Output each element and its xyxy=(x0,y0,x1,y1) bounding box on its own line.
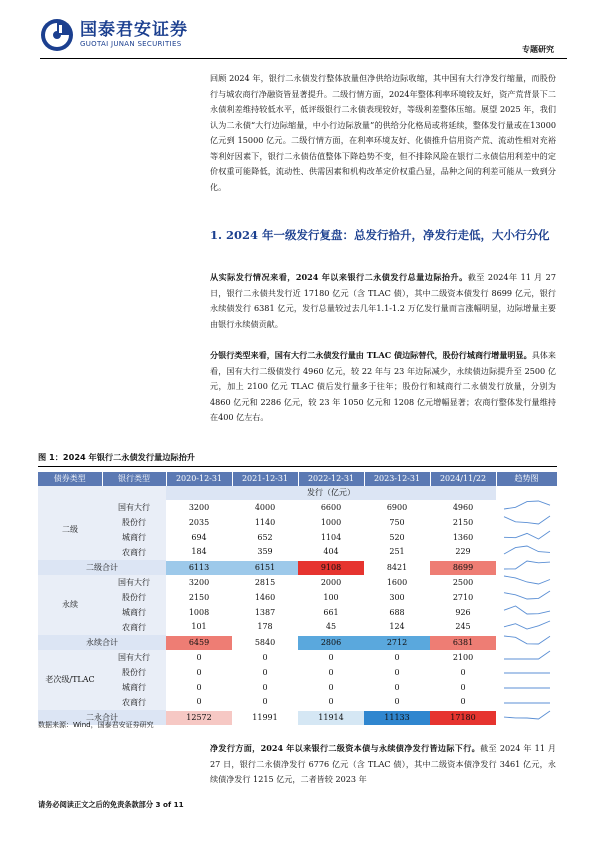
header-divider xyxy=(40,58,567,59)
table-cell: 0 xyxy=(166,680,232,695)
figure-title: 图 1：2024 年银行二永债发行量边际抬升 xyxy=(38,452,195,462)
table-cell: 12572 xyxy=(166,710,232,725)
table-cell: 184 xyxy=(166,545,232,560)
table-cell: 2100 xyxy=(430,650,496,665)
trend-sparkline xyxy=(496,590,557,605)
table-row xyxy=(38,620,557,635)
column-header: 2021-12-31 xyxy=(232,472,298,486)
bank-type: 国有大行 xyxy=(102,575,166,590)
table-cell: 8699 xyxy=(430,560,496,575)
table-cell: 101 xyxy=(166,620,232,635)
table-cell: 9108 xyxy=(298,560,364,575)
table-cell: 0 xyxy=(232,650,298,665)
paragraph-lead: 净发行方面，2024 年以来银行二级资本债与永续债净发行皆边际下行。 xyxy=(210,743,481,753)
table-cell: 100 xyxy=(298,590,364,605)
table-cell: 3200 xyxy=(166,575,232,590)
trend-sparkline xyxy=(496,530,557,545)
table-cell: 2815 xyxy=(232,575,298,590)
table-cell: 1387 xyxy=(232,605,298,620)
subtotal-label: 二级合计 xyxy=(38,560,166,575)
bank-type: 农商行 xyxy=(102,695,166,710)
bank-type: 农商行 xyxy=(102,620,166,635)
column-header: 银行类型 xyxy=(102,472,166,486)
table-cell: 3200 xyxy=(166,500,232,515)
table-cell: 0 xyxy=(364,665,430,680)
figure-source: 数据来源：Wind，国泰君安证券研究 xyxy=(38,721,154,729)
table-cell: 0 xyxy=(166,695,232,710)
table-cell: 2712 xyxy=(364,635,430,650)
table-cell: 0 xyxy=(298,665,364,680)
table-cell: 520 xyxy=(364,530,430,545)
column-header: 债券类型 xyxy=(38,472,102,486)
table-cell: 1140 xyxy=(232,515,298,530)
table-cell: 0 xyxy=(298,695,364,710)
trend-sparkline xyxy=(496,695,557,710)
table-cell: 2035 xyxy=(166,515,232,530)
table-cell: 0 xyxy=(298,650,364,665)
table-cell: 6151 xyxy=(232,560,298,575)
table-row xyxy=(38,545,557,560)
table-cell: 11133 xyxy=(364,710,430,725)
column-header: 趋势图 xyxy=(496,472,557,486)
table-cell: 6459 xyxy=(166,635,232,650)
bank-type: 股份行 xyxy=(102,515,166,530)
table-cell: 661 xyxy=(298,605,364,620)
table-cell: 694 xyxy=(166,530,232,545)
table-cell: 0 xyxy=(232,695,298,710)
paragraph-lead: 从实际发行情况来看，2024 年以来银行二永债发行总量边际抬升。 xyxy=(210,272,468,282)
column-header: 2020-12-31 xyxy=(166,472,232,486)
table-cell: 0 xyxy=(430,680,496,695)
table-cell: 4000 xyxy=(232,500,298,515)
table-cell: 652 xyxy=(232,530,298,545)
bond-category: 永续 xyxy=(38,575,102,635)
table-cell: 0 xyxy=(232,680,298,695)
table-row xyxy=(38,590,557,605)
trend-sparkline xyxy=(496,620,557,635)
table-row xyxy=(38,515,557,530)
column-header: 2024/11/22 xyxy=(430,472,496,486)
bank-type: 国有大行 xyxy=(102,500,166,515)
table-header-row xyxy=(38,472,557,486)
trend-sparkline xyxy=(496,665,557,680)
trend-sparkline xyxy=(496,500,557,515)
table-cell: 2710 xyxy=(430,590,496,605)
table-row xyxy=(38,605,557,620)
intro-paragraph: 回顾 2024 年，银行二永债发行整体放量但净供给边际收缩，其中国有大行净发行缩量，而股份行与城农商行净融资皆显著提升。二级行情方面，2024年整体利率环境较友好，资产荒背景下二永债利差维持较低水平，低评级银行二永债表现较好，等级利差整体压缩。展望 2025 年，我们认为二永债“大行边际缩量，中小行边际放量”的供给分化格局或将延续，整体发行量或在13000 亿元到 15000 亿元。二级行情方面，在利率环境友好、化债推升信用资产荒、流动性相对充裕等利好因素下，银行二永债估值整体下降趋势不变，但不排除风险在银行二永债信用利差中的定价权重可能降低，流动性、供需因素和机构改革定价权重凸显，品种之间的利差可能从一致到分化。 xyxy=(210,73,556,192)
total-label: 二永合计 xyxy=(38,710,166,725)
column-header: 2023-12-31 xyxy=(364,472,430,486)
trend-sparkline xyxy=(496,680,557,695)
table-cell: 2000 xyxy=(298,575,364,590)
paragraph-lead: 分银行类型来看，国有大行二永债发行量由 TLAC 债边际替代，股份行城商行增量明显。 xyxy=(210,350,532,360)
table-cell: 0 xyxy=(166,650,232,665)
table-cell: 359 xyxy=(232,545,298,560)
table-cell: 2500 xyxy=(430,575,496,590)
table-cell: 6113 xyxy=(166,560,232,575)
figure-divider xyxy=(38,466,557,467)
section-heading: 1. 2024 年一级发行复盘：总发行拾升，净发行走低，大小行分化 xyxy=(210,228,550,242)
issuance-table xyxy=(38,472,558,725)
page-footer: 请务必阅读正文之后的免责条款部分 3 of 11 xyxy=(38,800,184,809)
table-cell: 0 xyxy=(166,665,232,680)
table-cell: 1360 xyxy=(430,530,496,545)
unit-label: 发行（亿元） xyxy=(166,486,496,500)
trend-sparkline xyxy=(496,635,557,650)
trend-sparkline xyxy=(496,575,557,590)
table-cell: 2150 xyxy=(166,590,232,605)
paragraph-body: 截至 2024 年 11 月 27 日，银行二永债净发行 6776 亿元（含 TLAC 债），其中二级资本债净发行 3461 亿元，永续债净发行 1215 亿元，二者皆较 2023 年 xyxy=(210,743,556,784)
table-cell: 1104 xyxy=(298,530,364,545)
table-cell: 0 xyxy=(232,665,298,680)
table-cell: 251 xyxy=(364,545,430,560)
table-cell: 6600 xyxy=(298,500,364,515)
subtotal-row xyxy=(38,635,557,650)
table-row xyxy=(38,680,557,695)
subtotal-row xyxy=(38,560,557,575)
table-cell: 2806 xyxy=(298,635,364,650)
paragraph-net-issuance xyxy=(210,741,556,788)
table-cell: 0 xyxy=(364,680,430,695)
table-cell: 0 xyxy=(430,695,496,710)
table-cell: 6900 xyxy=(364,500,430,515)
bank-type: 国有大行 xyxy=(102,650,166,665)
table-cell: 11991 xyxy=(232,710,298,725)
table-cell: 245 xyxy=(430,620,496,635)
paragraph-body: 具体来看，国有大行二级债发行 4960 亿元，较 22 年与 23 年边际减少，永续债边际提升至 2500 亿元，加上 2100 亿元 TLAC 债后发行量多于往年；股份行和城商行二永债发行放量，分别为 4860 亿元和 2286 亿元，较 23 年 1050 亿元和 1208 亿元增幅显著；农商行整体发行量维持在400 亿左右。 xyxy=(210,350,556,422)
table-cell: 178 xyxy=(232,620,298,635)
table-cell: 6381 xyxy=(430,635,496,650)
table-row xyxy=(38,575,557,590)
paragraph-issuance-total xyxy=(210,270,556,332)
bond-category: 二级 xyxy=(38,500,102,560)
table-cell: 0 xyxy=(364,695,430,710)
trend-sparkline xyxy=(496,650,557,665)
table-cell: 688 xyxy=(364,605,430,620)
table-cell: 0 xyxy=(364,650,430,665)
trend-sparkline xyxy=(496,545,557,560)
page-header xyxy=(28,14,568,54)
paragraph-body: 截至 2024年 11 月 27 日，银行二永债共发行近 17180 亿元（含 TLAC 债），其中二级资本债发行 8699 亿元，银行永续债发行 6381 亿元，发行总量较过去几年1.1-1.2 万亿发行量而言涨幅明显，边际增量主要由银行永续债贡献。 xyxy=(210,272,556,329)
table-cell: 8421 xyxy=(364,560,430,575)
trend-sparkline xyxy=(496,605,557,620)
trend-sparkline xyxy=(496,710,557,725)
table-cell: 2150 xyxy=(430,515,496,530)
report-type-label: 专题研究 xyxy=(522,45,554,54)
table-cell: 17180 xyxy=(430,710,496,725)
trend-sparkline xyxy=(496,515,557,530)
bank-type: 农商行 xyxy=(102,545,166,560)
table-row xyxy=(38,500,557,515)
logo-mark-icon xyxy=(40,18,74,52)
table-row xyxy=(38,665,557,680)
table-cell: 1460 xyxy=(232,590,298,605)
table-cell: 229 xyxy=(430,545,496,560)
table-cell: 11914 xyxy=(298,710,364,725)
table-cell: 404 xyxy=(298,545,364,560)
table-row xyxy=(38,695,557,710)
table-row xyxy=(38,650,557,665)
unit-row xyxy=(38,486,557,500)
table-cell: 1000 xyxy=(298,515,364,530)
bank-type: 城商行 xyxy=(102,605,166,620)
logo-name-en: GUOTAI JUNAN SECURITIES xyxy=(80,40,182,48)
table-cell: 300 xyxy=(364,590,430,605)
table-cell: 124 xyxy=(364,620,430,635)
bank-type: 城商行 xyxy=(102,530,166,545)
bank-type: 城商行 xyxy=(102,680,166,695)
table-cell: 1008 xyxy=(166,605,232,620)
column-header: 2022-12-31 xyxy=(298,472,364,486)
bank-type: 股份行 xyxy=(102,665,166,680)
subtotal-label: 永续合计 xyxy=(38,635,166,650)
paragraph-bank-type xyxy=(210,348,556,426)
table-cell: 1600 xyxy=(364,575,430,590)
table-cell: 0 xyxy=(298,680,364,695)
bank-type: 股份行 xyxy=(102,590,166,605)
table-cell: 5840 xyxy=(232,635,298,650)
trend-sparkline xyxy=(496,560,557,575)
table-cell: 4960 xyxy=(430,500,496,515)
table-cell: 45 xyxy=(298,620,364,635)
logo-name-zh: 国泰君安证券 xyxy=(80,20,188,40)
company-logo xyxy=(40,18,188,52)
bond-category: 老次级/TLAC xyxy=(38,650,102,710)
table-row xyxy=(38,530,557,545)
table-cell: 750 xyxy=(364,515,430,530)
table-cell: 0 xyxy=(430,665,496,680)
table-cell: 926 xyxy=(430,605,496,620)
